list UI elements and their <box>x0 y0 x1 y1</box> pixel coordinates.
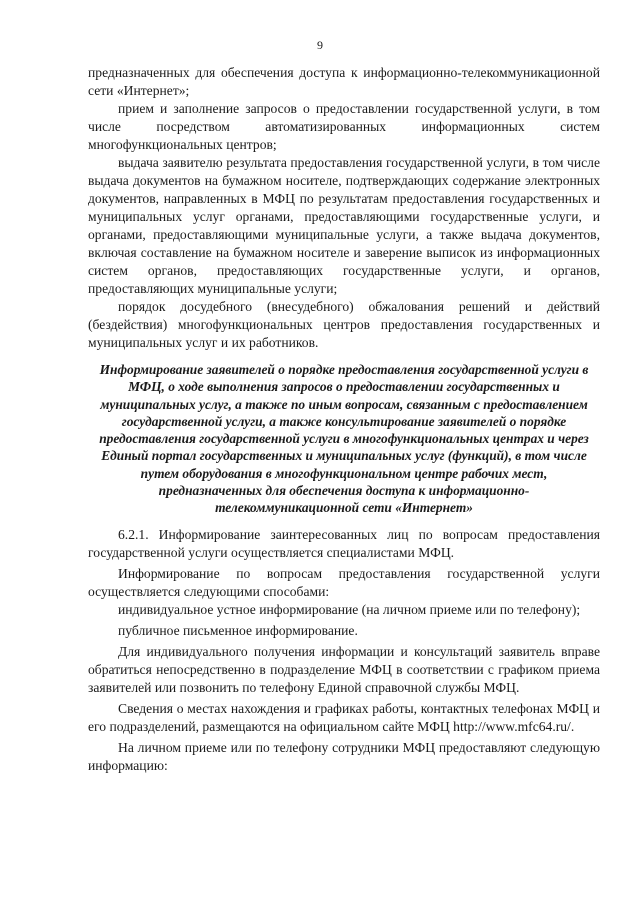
paragraph-info-provided: На личном приеме или по телефону сотрудники МФЦ предоставляют следующую информацию: <box>88 739 600 773</box>
paragraph-appeal: порядок досудебного (внесудебного) обжалования решений и действий (бездействия) многофункциональных центров предоставления государственных и муниципальных услуг и их работников. <box>88 299 600 350</box>
paragraph-intake: прием и заполнение запросов о предоставлении государственной услуги, в том числе посредством автоматизированных информационных систем многофункциональных центров; <box>88 101 600 152</box>
paragraph-method-oral: индивидуальное устное информирование (на личном приеме или по телефону); <box>118 601 581 617</box>
page-number: 9 <box>317 38 323 52</box>
paragraph-method-written: публичное письменное информирование. <box>118 622 358 638</box>
paragraph-continuation: предназначенных для обеспечения доступа к информационно-телекоммуникационной сети «Интернет»; <box>88 65 600 98</box>
paragraph-methods-intro: Информирование по вопросам предоставления государственной услуги осуществляется следующими способами: <box>88 565 600 599</box>
document-body <box>88 64 600 775</box>
section-heading: Информирование заявителей о порядке предоставления государственной услуги в МФЦ, о ходе выполнения запросов о предоставлении государственных и муниципальных услуг, а также по иным вопросам, связанным с предоставлением государственной услуги, а также консультирование заявителей о порядке предоставления государственной услуги в многофункциональных центрах и через Единый портал государственных и муниципальных услуг (функций), в том числе путем оборудования в многофункциональном центре рабочих мест, предназначенных для обеспечения доступа к информационно-телекоммуникационной сети «Интернет» <box>99 362 589 516</box>
paragraph-issuance: выдача заявителю результата предоставления государственной услуги, в том числе выдача документов на бумажном носителе, подтверждающих содержание электронных документов, направленных в МФЦ по результатам предоставления государственных и муниципальных услуг органами, предоставляющими государственные услуги, и органами, предоставляющими муниципальные услуги, а также выдача документов, включая составление на бумажном носителе и заверение выписок из информационных систем органов, предоставляющих государственные услуги, и органов, предоставляющих муниципальные услуги; <box>88 155 600 296</box>
paragraph-6-2-1: 6.2.1. Информирование заинтересованных лиц по вопросам предоставления государственной услуги осуществляется специалистами МФЦ. <box>88 526 600 560</box>
paragraph-individual-consult: Для индивидуального получения информации и консультаций заявитель вправе обратиться непосредственно в подразделение МФЦ в соответствии с графиком приема заявителей или позвонить по телефону Единой справочной службы МФЦ. <box>88 643 600 695</box>
paragraph-locations-website: Сведения о местах нахождения и графиках работы, контактных телефонах МФЦ и его подразделений, размещаются на официальном сайте МФЦ http://www.mfc64.ru/. <box>88 700 600 734</box>
